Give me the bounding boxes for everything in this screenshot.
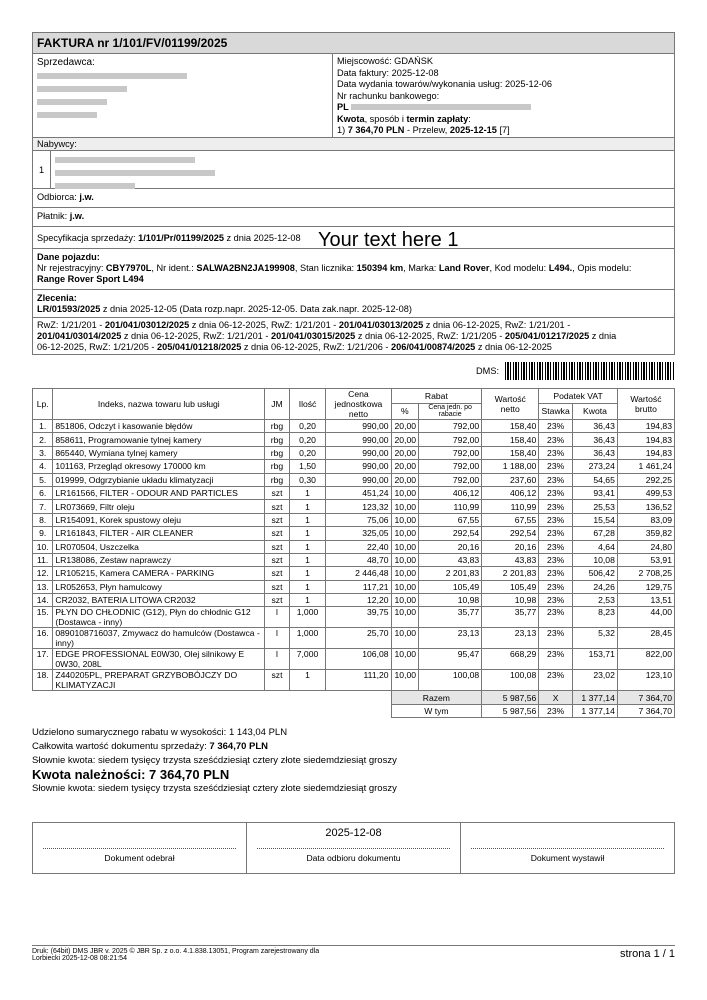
table-row [33, 553, 675, 566]
table-cell: 43,83 [482, 553, 539, 566]
table-cell: 2. [33, 433, 53, 446]
redacted-text [37, 86, 127, 92]
overlay-text: Your text here 1 [318, 229, 459, 251]
table-cell: 237,60 [482, 473, 539, 486]
issue-date: Data wydania towarów/wykonania usług: 2025-12-06 [337, 79, 553, 89]
table-cell: 8,23 [573, 607, 618, 628]
table-cell: 106,08 [326, 649, 391, 670]
table-cell: 1 [289, 486, 326, 499]
table-cell: 10,00 [391, 594, 419, 607]
table-cell: 3. [33, 446, 53, 459]
table-cell: 36,43 [573, 433, 618, 446]
dms-row [32, 357, 675, 385]
table-cell: 23% [539, 628, 573, 649]
redacted-text [55, 183, 135, 189]
account-label: Nr rachunku bankowego: [337, 90, 440, 101]
table-cell: 13,51 [617, 594, 674, 607]
table-cell: 158,40 [482, 433, 539, 446]
table-cell: 822,00 [617, 649, 674, 670]
table-cell: 16. [33, 628, 53, 649]
table-cell: 8. [33, 513, 53, 526]
table-cell: szt [265, 486, 289, 499]
vehicle-details: Nr rejestracyjny: CBY7970L, Nr ident.: SALWA2BN2JA199908, Stan licznika: 150394 km, Marka: Land Rover, Kod modelu: L494., Opis modelu: [37, 263, 632, 273]
total-summary: Całkowita wartość dokumentu sprzedaży: 7 364,70 PLN [32, 741, 269, 753]
table-cell: LR105215, Kamera CAMERA - PARKING [53, 567, 265, 580]
table-cell: 10,00 [391, 670, 419, 691]
table-cell: 23,02 [573, 670, 618, 691]
table-cell: 12,20 [326, 594, 391, 607]
table-cell: 5. [33, 473, 53, 486]
table-cell: 136,52 [617, 500, 674, 513]
table-cell: 1 [289, 567, 326, 580]
col-vat-rate: Stawka [539, 403, 573, 419]
table-cell: 13. [33, 580, 53, 593]
invoice-info [333, 54, 674, 137]
table-row [33, 540, 675, 553]
table-cell: 100,08 [482, 670, 539, 691]
table-cell: 117,21 [326, 580, 391, 593]
table-cell: 0,30 [289, 473, 326, 486]
account-number: PL [337, 102, 349, 112]
table-cell: 292,54 [419, 527, 482, 540]
table-cell: 23,13 [419, 628, 482, 649]
table-cell: 110,99 [482, 500, 539, 513]
table-cell: EDGE PROFESSIONAL E0W30, Olej silnikowy E 0W30, 208L [53, 649, 265, 670]
table-cell: Z440205PL, PREPARAT GRZYBOBÓJCZY DO KLIMATYZACJI [53, 670, 265, 691]
table-cell: 1 [289, 540, 326, 553]
signature-section [32, 822, 675, 874]
table-cell: 990,00 [326, 446, 391, 459]
table-cell: 10. [33, 540, 53, 553]
vehicle-model: Range Rover Sport L494 [37, 274, 144, 284]
table-cell: 5,32 [573, 628, 618, 649]
table-cell: 990,00 [326, 420, 391, 433]
table-cell: szt [265, 527, 289, 540]
barcode-icon [505, 362, 675, 380]
table-cell: 1,000 [289, 607, 326, 628]
table-cell: 273,24 [573, 460, 618, 473]
table-cell: 10,00 [391, 649, 419, 670]
table-row [33, 628, 675, 649]
table-cell: 20,00 [391, 460, 419, 473]
table-cell: 359,82 [617, 527, 674, 540]
table-cell: 792,00 [419, 460, 482, 473]
table-cell: 110,99 [419, 500, 482, 513]
rwz-section [32, 318, 675, 355]
table-cell: 28,45 [617, 628, 674, 649]
table-cell: 23% [539, 527, 573, 540]
table-cell: 1 [289, 594, 326, 607]
page-number: strona 1 / 1 [619, 948, 675, 960]
table-cell: szt [265, 500, 289, 513]
table-cell: 67,55 [482, 513, 539, 526]
table-cell: LR161566, FILTER - ODOUR AND PARTICLES [53, 486, 265, 499]
table-cell: rbg [265, 473, 289, 486]
within-row: W tym 5 987,56 23% 1 377,14 7 364,70 [33, 704, 675, 717]
table-cell: 9. [33, 527, 53, 540]
table-cell: 67,28 [573, 527, 618, 540]
table-cell: 406,12 [419, 486, 482, 499]
table-cell: 17. [33, 649, 53, 670]
table-cell: 990,00 [326, 473, 391, 486]
col-disc-price: Cena jedn. po rabacie [419, 403, 482, 419]
table-cell: 23% [539, 670, 573, 691]
buyer-label: Nabywcy: [32, 138, 675, 151]
table-cell: 0,20 [289, 433, 326, 446]
table-cell: 4. [33, 460, 53, 473]
table-row [33, 473, 675, 486]
table-cell: 83,09 [617, 513, 674, 526]
table-cell: l [265, 607, 289, 628]
table-cell: 1,50 [289, 460, 326, 473]
table-cell: 14. [33, 594, 53, 607]
col-price: Cena jednostkowa netto [326, 389, 391, 420]
vehicle-section [32, 249, 675, 290]
table-cell: 0,20 [289, 420, 326, 433]
table-cell: 20,16 [482, 540, 539, 553]
table-cell: PŁYN DO CHŁODNIC (G12), Płyn do chłodnic G12 (Dostawca - inny) [53, 607, 265, 628]
table-cell: 10,00 [391, 540, 419, 553]
table-cell: 158,40 [482, 446, 539, 459]
receipt-date-box: 2025-12-08 Data odbioru dokumentu [247, 823, 461, 873]
table-cell: 23% [539, 446, 573, 459]
col-disc-pct: % [391, 403, 419, 419]
table-cell: 7,000 [289, 649, 326, 670]
rwz-line: RwZ: 1/21/201 - 201/041/03012/2025 z dnia 06-12-2025, RwZ: 1/21/201 - 201/041/03013/2025 z dnia 06-12-2025, RwZ: 1/21/201 - [37, 320, 571, 330]
table-cell: rbg [265, 420, 289, 433]
rwz-line: 06-12-2025, RwZ: 1/21/205 - 205/041/01218/2025 z dnia 06-12-2025, RwZ: 1/21/206 - 206/041/00874/2025 z dnia 06-12-2025 [37, 342, 552, 352]
table-cell: 851806, Odczyt i kasowanie błędów [53, 420, 265, 433]
table-row [33, 649, 675, 670]
invoice-date: Data faktury: 2025-12-08 [337, 67, 439, 78]
seller-section [33, 54, 333, 137]
table-row [33, 527, 675, 540]
table-cell: 23,13 [482, 628, 539, 649]
table-cell: 93,41 [573, 486, 618, 499]
table-cell: 39,75 [326, 607, 391, 628]
table-cell: 10,00 [391, 500, 419, 513]
table-cell: 75,06 [326, 513, 391, 526]
table-cell: 54,65 [573, 473, 618, 486]
table-cell: rbg [265, 446, 289, 459]
redacted-text [55, 170, 215, 176]
spec-row: Specyfikacja sprzedaży: 1/101/Pr/01199/2025 z dnia 2025-12-08 [32, 227, 675, 249]
table-cell: 23% [539, 594, 573, 607]
table-cell: 129,75 [617, 580, 674, 593]
issued-box: Dokument wystawił [461, 823, 674, 873]
table-cell: 2 201,83 [482, 567, 539, 580]
table-cell: 44,00 [617, 607, 674, 628]
table-cell: 0,20 [289, 446, 326, 459]
footer-line2: Lorbiecki 2025-12-08 08:21:54 [32, 955, 127, 962]
table-cell: 53,91 [617, 553, 674, 566]
table-cell: 23% [539, 580, 573, 593]
seller-label: Sprzedawca: [37, 57, 95, 68]
table-cell: 23% [539, 460, 573, 473]
col-vat-amount: Kwota [573, 403, 618, 419]
total-row: Razem 5 987,56 X 1 377,14 7 364,70 [33, 691, 675, 704]
table-cell: 792,00 [419, 446, 482, 459]
table-cell: 36,43 [573, 420, 618, 433]
payer-row: Płatnik: j.w. [32, 208, 675, 227]
table-cell: 1 [289, 553, 326, 566]
table-cell: 1,000 [289, 628, 326, 649]
table-cell: 1 [289, 527, 326, 540]
order-number: LR/01593/2025 [37, 304, 101, 314]
table-cell: 990,00 [326, 460, 391, 473]
table-cell: LR161843, FILTER - AIR CLEANER [53, 527, 265, 540]
footer-line1: Druk: (64bit) DMS JBR v. 2025 © JBR Sp. z o.o. 4.1.838.13051, Program zarejestrowany dla [32, 948, 320, 955]
table-cell: 2 446,48 [326, 567, 391, 580]
payment-line: 1) 7 364,70 PLN - Przelew, 2025-12-15 [7] [337, 125, 510, 135]
table-cell: 123,32 [326, 500, 391, 513]
table-cell: 48,70 [326, 553, 391, 566]
table-cell: LR154091, Korek spustowy oleju [53, 513, 265, 526]
table-cell: 792,00 [419, 473, 482, 486]
table-cell: 23% [539, 649, 573, 670]
table-cell: 20,00 [391, 446, 419, 459]
col-lp: Lp. [33, 389, 53, 420]
redacted-text [37, 99, 107, 105]
table-cell: szt [265, 594, 289, 607]
table-cell: 25,53 [573, 500, 618, 513]
table-cell: 0890108716037, Zmywacz do hamulców (Dostawca - inny) [53, 628, 265, 649]
table-cell: 2,53 [573, 594, 618, 607]
table-cell: szt [265, 580, 289, 593]
col-net: Wartość netto [482, 389, 539, 420]
table-row [33, 420, 675, 433]
table-cell: 792,00 [419, 433, 482, 446]
table-cell: 325,05 [326, 527, 391, 540]
col-jm: JM [265, 389, 289, 420]
col-name: Indeks, nazwa towaru lub usługi [53, 389, 265, 420]
table-cell: 35,77 [419, 607, 482, 628]
table-cell: szt [265, 670, 289, 691]
table-cell: 36,43 [573, 446, 618, 459]
table-cell: 292,54 [482, 527, 539, 540]
items-table [32, 388, 675, 718]
orders-label: Zlecenia: [37, 293, 77, 303]
table-cell: 10,00 [391, 628, 419, 649]
recipient-row: Odbiorca: j.w. [32, 189, 675, 208]
amount-words-2: Słownie kwota: siedem tysięcy trzysta sześćdziesiąt cztery złote siedemdziesiąt groszy [32, 783, 397, 795]
table-cell: 2 201,83 [419, 567, 482, 580]
table-cell: 23% [539, 553, 573, 566]
table-cell: 15. [33, 607, 53, 628]
table-cell: 7. [33, 500, 53, 513]
items-body [33, 420, 675, 691]
buyer-number: 1 [33, 151, 51, 188]
table-cell: 10,00 [391, 607, 419, 628]
table-cell: 22,40 [326, 540, 391, 553]
table-cell: 105,49 [482, 580, 539, 593]
table-cell: 20,00 [391, 420, 419, 433]
table-cell: 105,49 [419, 580, 482, 593]
buyer-section [32, 151, 675, 189]
received-box: Dokument odebrał [33, 823, 247, 873]
table-cell: 23% [539, 540, 573, 553]
table-cell: 1 [289, 580, 326, 593]
table-cell: 15,54 [573, 513, 618, 526]
table-cell: 990,00 [326, 433, 391, 446]
table-cell: 67,55 [419, 513, 482, 526]
amount-due: Kwota należności: 7 364,70 PLN [32, 767, 230, 783]
table-cell: 100,08 [419, 670, 482, 691]
table-row [33, 567, 675, 580]
table-cell: 23% [539, 486, 573, 499]
table-cell: szt [265, 553, 289, 566]
table-cell: CR2032, BATERIA LITOWA CR2032 [53, 594, 265, 607]
table-cell: 10,00 [391, 580, 419, 593]
place: Miejscowość: GDAŃSK [337, 56, 433, 66]
table-cell: 4,64 [573, 540, 618, 553]
table-cell: 18. [33, 670, 53, 691]
table-cell: 1 [289, 500, 326, 513]
table-cell: szt [265, 567, 289, 580]
vehicle-label: Dane pojazdu: [37, 252, 100, 262]
table-cell: 10,00 [391, 553, 419, 566]
table-row [33, 460, 675, 473]
table-cell: 865440, Wymiana tylnej kamery [53, 446, 265, 459]
redacted-text [351, 104, 531, 110]
rwz-line: 201/041/03014/2025 z dnia 06-12-2025, RwZ: 1/21/201 - 201/041/03015/2025 z dnia 06-12-2025, RwZ: 1/21/205 - 205/041/01217/2025 z dnia [37, 331, 617, 341]
table-cell: 95,47 [419, 649, 482, 670]
table-cell: 23% [539, 420, 573, 433]
table-row [33, 513, 675, 526]
table-cell: 20,16 [419, 540, 482, 553]
table-cell: 406,12 [482, 486, 539, 499]
table-cell: 158,40 [482, 420, 539, 433]
table-cell: 43,83 [419, 553, 482, 566]
table-cell: 10,08 [573, 553, 618, 566]
table-cell: 1. [33, 420, 53, 433]
table-cell: LR052653, Płyn hamulcowy [53, 580, 265, 593]
table-row [33, 446, 675, 459]
invoice-page [32, 32, 675, 874]
table-cell: 10,00 [391, 513, 419, 526]
table-cell: 792,00 [419, 420, 482, 433]
table-cell: 10,00 [391, 527, 419, 540]
table-row [33, 580, 675, 593]
table-cell: 668,29 [482, 649, 539, 670]
col-vat: Podatek VAT [539, 389, 618, 404]
table-cell: 194,83 [617, 420, 674, 433]
table-cell: 6. [33, 486, 53, 499]
table-cell: 1 461,24 [617, 460, 674, 473]
table-cell: 12. [33, 567, 53, 580]
table-cell: 451,24 [326, 486, 391, 499]
redacted-text [55, 157, 195, 163]
table-row [33, 500, 675, 513]
table-cell: 24,80 [617, 540, 674, 553]
table-cell: rbg [265, 460, 289, 473]
table-cell: 35,77 [482, 607, 539, 628]
table-cell: 858611, Programowanie tylnej kamery [53, 433, 265, 446]
table-cell: 194,83 [617, 433, 674, 446]
amount-words-1: Słownie kwota: siedem tysięcy trzysta sześćdziesiąt cztery złote siedemdziesiąt groszy [32, 755, 397, 767]
table-cell: 1 [289, 513, 326, 526]
redacted-text [37, 112, 97, 118]
table-cell: 1 188,00 [482, 460, 539, 473]
table-cell: 499,53 [617, 486, 674, 499]
table-cell: 111,20 [326, 670, 391, 691]
table-cell: l [265, 628, 289, 649]
table-cell: 019999, Odgrzybianie układu klimatyzacji [53, 473, 265, 486]
table-cell: 20,00 [391, 473, 419, 486]
redacted-text [37, 73, 187, 79]
table-cell: 10,00 [391, 567, 419, 580]
table-cell: 20,00 [391, 433, 419, 446]
table-cell: 10,00 [391, 486, 419, 499]
table-cell: 153,71 [573, 649, 618, 670]
table-cell: 10,98 [482, 594, 539, 607]
table-row [33, 486, 675, 499]
table-cell: 11. [33, 553, 53, 566]
table-cell: 23% [539, 567, 573, 580]
table-row [33, 594, 675, 607]
col-qty: Ilość [289, 389, 326, 420]
table-cell: 10,98 [419, 594, 482, 607]
table-cell: l [265, 649, 289, 670]
table-cell: 24,26 [573, 580, 618, 593]
orders-section: Zlecenia: LR/01593/2025 z dnia 2025-12-05 (Data rozp.napr. 2025-12-05. Data zak.napr. 2025-12-08) [32, 290, 675, 318]
table-row [33, 433, 675, 446]
table-cell: szt [265, 540, 289, 553]
footer [32, 945, 675, 962]
table-row [33, 670, 675, 691]
table-cell: 1 [289, 670, 326, 691]
dms-label: DMS: [476, 366, 499, 376]
table-cell: 292,25 [617, 473, 674, 486]
table-cell: 506,42 [573, 567, 618, 580]
col-gross: Wartość brutto [617, 389, 674, 420]
table-cell: LR070504, Uszczelka [53, 540, 265, 553]
table-cell: 23% [539, 607, 573, 628]
invoice-title: FAKTURA nr 1/101/FV/01199/2025 [32, 32, 675, 54]
discount-summary: Udzielono sumarycznego rabatu w wysokości: 1 143,04 PLN [32, 727, 288, 739]
table-cell: 194,83 [617, 446, 674, 459]
table-cell: 2 708,25 [617, 567, 674, 580]
payment-label: Kwota, sposób i termin zapłaty: [337, 113, 471, 124]
table-cell: 23% [539, 513, 573, 526]
summary-section [32, 726, 675, 796]
table-cell: 23% [539, 433, 573, 446]
table-cell: 25,70 [326, 628, 391, 649]
table-cell: 101163, Przegląd okresowy 170000 km [53, 460, 265, 473]
table-cell: szt [265, 513, 289, 526]
table-cell: 23% [539, 473, 573, 486]
table-cell: 123,10 [617, 670, 674, 691]
col-discount: Rabat [391, 389, 482, 404]
table-cell: 23% [539, 500, 573, 513]
table-cell: LR138086, Zestaw naprawczy [53, 553, 265, 566]
table-cell: rbg [265, 433, 289, 446]
table-row [33, 607, 675, 628]
seller-info-row [32, 54, 675, 138]
table-cell: LR073669, Filtr oleju [53, 500, 265, 513]
